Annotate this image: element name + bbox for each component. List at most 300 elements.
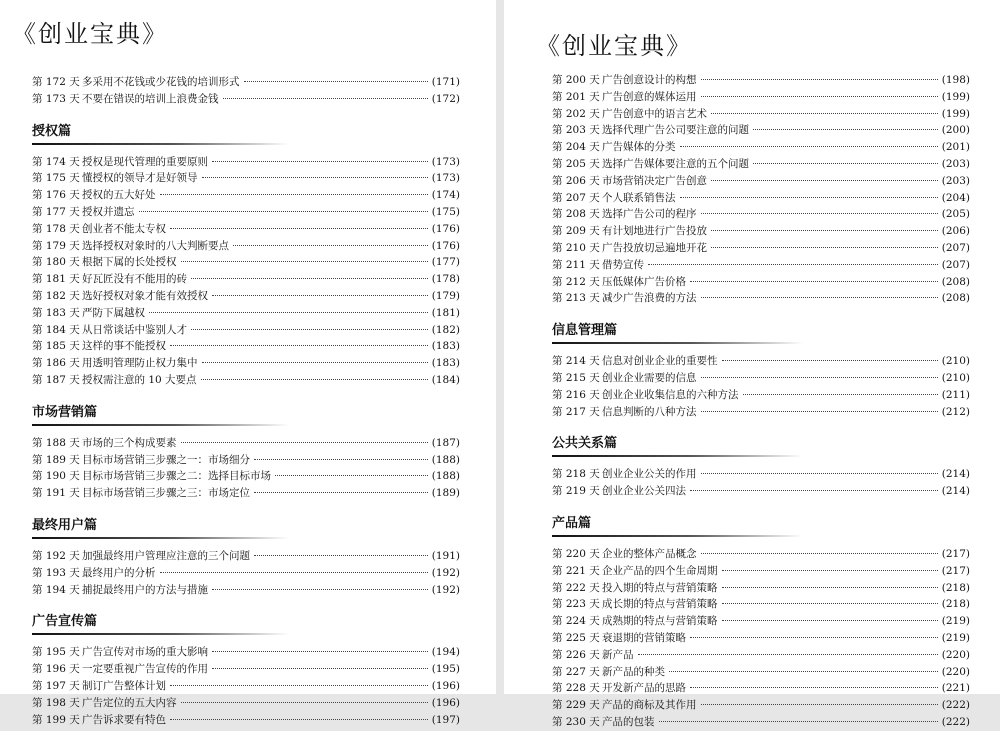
entry-title: 最终用户的分析 xyxy=(82,566,156,579)
day-label: 第 207 天 xyxy=(552,191,600,204)
toc-entry[interactable] xyxy=(552,173,970,190)
day-label: 第 181 天 xyxy=(32,273,80,286)
toc-entry[interactable] xyxy=(552,680,970,697)
entry-title: 根据下属的长处授权 xyxy=(82,256,177,269)
dot-leader xyxy=(722,587,938,588)
dot-leader xyxy=(191,329,428,330)
entry-title: 新产品 xyxy=(602,648,634,661)
entry-title: 目标市场营销三步骤之一：市场细分 xyxy=(82,453,250,466)
toc-entry[interactable] xyxy=(32,435,460,452)
toc-entry[interactable] xyxy=(552,563,970,580)
page-number: (176) xyxy=(431,222,460,235)
entry-title: 广告宣传对市场的重大影响 xyxy=(82,646,208,659)
toc-entry[interactable] xyxy=(552,466,970,483)
toc-entry[interactable] xyxy=(552,630,970,647)
entry-title: 有计划地进行广告投放 xyxy=(602,225,707,238)
dot-leader xyxy=(181,702,428,703)
entry-title: 严防下属越权 xyxy=(82,306,145,319)
toc-entry[interactable] xyxy=(32,695,460,712)
page-number: (184) xyxy=(431,373,460,386)
toc-entry[interactable] xyxy=(552,353,970,370)
entry-title: 企业的整体产品概念 xyxy=(602,547,697,560)
entry-title: 市场的三个构成要素 xyxy=(82,436,177,449)
toc-content xyxy=(552,72,970,731)
page-number: (203) xyxy=(941,157,970,170)
day-label: 第 217 天 xyxy=(552,405,600,418)
day-label: 第 222 天 xyxy=(552,581,600,594)
dot-leader xyxy=(701,377,938,378)
toc-entry[interactable] xyxy=(552,580,970,597)
day-label: 第 178 天 xyxy=(32,222,80,235)
entry-title: 开发新产品的思路 xyxy=(602,682,686,695)
page-number: (217) xyxy=(941,547,970,560)
page-number: (205) xyxy=(941,208,970,221)
toc-entry[interactable] xyxy=(552,697,970,714)
day-label: 第 228 天 xyxy=(552,682,600,695)
toc-entry[interactable] xyxy=(32,565,460,582)
day-label: 第 176 天 xyxy=(32,189,80,202)
entry-title: 选择授权对象时的八大判断要点 xyxy=(82,239,229,252)
left-page xyxy=(0,0,496,726)
page-number: (214) xyxy=(941,468,970,481)
entry-title: 目标市场营销三步骤之三：市场定位 xyxy=(82,487,250,500)
toc-entry[interactable] xyxy=(552,139,970,156)
page-number: (201) xyxy=(941,141,970,154)
day-label: 第 223 天 xyxy=(552,598,600,611)
toc-entry[interactable] xyxy=(552,274,970,291)
dot-leader xyxy=(690,490,938,491)
toc-entry[interactable] xyxy=(32,170,460,187)
entry-title: 成熟期的特点与营销策略 xyxy=(602,615,718,628)
dot-leader xyxy=(753,163,938,164)
day-label: 第 224 天 xyxy=(552,615,600,628)
day-label: 第 173 天 xyxy=(32,92,80,105)
dot-leader xyxy=(701,553,938,554)
toc-entry[interactable] xyxy=(552,122,970,139)
toc-entry[interactable] xyxy=(552,156,970,173)
toc-entry[interactable] xyxy=(552,647,970,664)
page-number: (188) xyxy=(431,470,460,483)
page-number: (211) xyxy=(941,388,970,401)
entry-title: 广告创意的媒体运用 xyxy=(602,90,697,103)
page-number: (194) xyxy=(431,646,460,659)
toc-entry[interactable] xyxy=(552,72,970,89)
page-number: (220) xyxy=(941,648,970,661)
toc-entry[interactable] xyxy=(32,452,460,469)
toc-entry[interactable] xyxy=(32,548,460,565)
entry-title: 创业企业公关的作用 xyxy=(602,468,697,481)
book-title: 《创业宝典》 xyxy=(12,20,168,48)
page-number: (191) xyxy=(431,549,460,562)
right-page xyxy=(504,0,1000,728)
dot-leader xyxy=(690,281,938,282)
day-label: 第 177 天 xyxy=(32,205,80,218)
section-heading: 市场营销篇 xyxy=(32,404,98,420)
entry-title: 产品的包装 xyxy=(602,715,655,728)
day-label: 第 195 天 xyxy=(32,646,80,659)
section-heading: 广告宣传篇 xyxy=(32,614,98,630)
page-number: (207) xyxy=(941,258,970,271)
day-label: 第 220 天 xyxy=(552,547,600,560)
day-label: 第 183 天 xyxy=(32,306,80,319)
page-number: (171) xyxy=(431,76,460,88)
dot-leader xyxy=(212,668,428,669)
page-number: (195) xyxy=(431,663,460,676)
toc-entry[interactable] xyxy=(32,712,460,729)
toc-entry[interactable] xyxy=(552,257,970,274)
dot-leader xyxy=(160,572,428,573)
toc-entry[interactable] xyxy=(552,483,970,500)
page-number: (199) xyxy=(941,107,970,120)
day-label: 第 225 天 xyxy=(552,631,600,644)
entry-title: 授权是现代管理的重要原则 xyxy=(82,155,208,168)
entry-title: 创业企业需要的信息 xyxy=(602,371,697,384)
toc-entry[interactable] xyxy=(552,546,970,563)
toc-entry[interactable] xyxy=(552,106,970,123)
toc-entry[interactable] xyxy=(552,190,970,207)
dot-leader xyxy=(638,654,938,655)
entry-title: 衰退期的营销策略 xyxy=(602,631,686,644)
toc-entry[interactable] xyxy=(552,613,970,630)
dot-leader xyxy=(160,194,428,195)
toc-entry[interactable] xyxy=(32,485,460,502)
toc-entry[interactable] xyxy=(552,206,970,223)
entry-title: 制订广告整体计划 xyxy=(82,679,166,692)
day-label: 第 221 天 xyxy=(552,564,600,577)
page-number: (183) xyxy=(431,340,460,353)
page-number: (200) xyxy=(941,124,970,137)
toc-entry[interactable] xyxy=(32,288,460,305)
dot-leader xyxy=(212,589,428,590)
dot-leader xyxy=(743,394,938,395)
section-heading: 公共关系篇 xyxy=(552,436,618,452)
page-number: (222) xyxy=(941,715,970,728)
page-number: (173) xyxy=(431,155,460,168)
page-number: (218) xyxy=(941,581,970,594)
entry-title: 投入期的特点与营销策略 xyxy=(602,581,718,594)
dot-leader xyxy=(212,295,428,296)
dot-leader xyxy=(722,570,938,571)
entry-title: 广告创意设计的构想 xyxy=(602,74,697,86)
toc-entry[interactable] xyxy=(32,154,460,171)
page-number: (217) xyxy=(941,564,970,577)
entry-title: 信息对创业企业的重要性 xyxy=(602,355,718,368)
dot-leader xyxy=(711,180,938,181)
dot-leader xyxy=(149,312,428,313)
dot-leader xyxy=(170,685,428,686)
dot-leader xyxy=(669,671,938,672)
page-number: (219) xyxy=(941,615,970,628)
toc-entry[interactable] xyxy=(552,290,970,307)
entry-title: 市场营销决定广告创意 xyxy=(602,174,707,187)
day-label: 第 229 天 xyxy=(552,699,600,712)
toc-entry[interactable] xyxy=(32,468,460,485)
page-number: (210) xyxy=(941,355,970,368)
toc-entry[interactable] xyxy=(552,370,970,387)
entry-title: 创业企业收集信息的六种方法 xyxy=(602,388,739,401)
dot-leader xyxy=(753,129,938,130)
day-label: 第 184 天 xyxy=(32,323,80,336)
page-number: (219) xyxy=(941,631,970,644)
day-label: 第 227 天 xyxy=(552,665,600,678)
dot-leader xyxy=(181,442,428,443)
entry-title: 授权需注意的 10 大要点 xyxy=(82,373,197,386)
dot-leader xyxy=(201,379,428,380)
page-number: (187) xyxy=(431,436,460,449)
entry-title: 授权并遗忘 xyxy=(82,205,135,218)
page-number: (199) xyxy=(941,90,970,103)
page-number: (183) xyxy=(431,357,460,370)
dot-leader xyxy=(701,473,938,474)
page-number: (214) xyxy=(941,485,970,498)
page-number: (207) xyxy=(941,241,970,254)
day-label: 第 206 天 xyxy=(552,174,600,187)
page-number: (206) xyxy=(941,225,970,238)
page-number: (222) xyxy=(941,699,970,712)
dot-leader xyxy=(275,475,428,476)
entry-title: 选择广告公司的程序 xyxy=(602,208,697,221)
page-number: (197) xyxy=(431,713,460,726)
day-label: 第 186 天 xyxy=(32,357,80,370)
entry-title: 加强最终用户管理应注意的三个问题 xyxy=(82,549,250,562)
toc-entry[interactable] xyxy=(552,89,970,106)
day-label: 第 198 天 xyxy=(32,696,80,709)
heading-rule xyxy=(552,342,803,344)
toc-entry[interactable] xyxy=(32,204,460,221)
entry-title: 广告定位的五大内容 xyxy=(82,696,177,709)
day-label: 第 187 天 xyxy=(32,373,80,386)
heading-rule xyxy=(32,537,289,539)
page-number: (220) xyxy=(941,665,970,678)
toc-entry[interactable] xyxy=(32,187,460,204)
day-label: 第 219 天 xyxy=(552,485,600,498)
dot-leader xyxy=(659,721,938,722)
dot-leader xyxy=(690,637,938,638)
heading-rule xyxy=(32,143,289,145)
day-label: 第 218 天 xyxy=(552,468,600,481)
day-label: 第 212 天 xyxy=(552,275,600,288)
entry-title: 广告投放切忌遍地开花 xyxy=(602,241,707,254)
entry-title: 授权的五大好处 xyxy=(82,189,156,202)
entry-title: 目标市场营销三步骤之二：选择目标市场 xyxy=(82,470,271,483)
day-label: 第 190 天 xyxy=(32,470,80,483)
entry-title: 广告媒体的分类 xyxy=(602,141,676,154)
page-number: (212) xyxy=(941,405,970,418)
day-label: 第 230 天 xyxy=(552,715,600,728)
page-number: (218) xyxy=(941,598,970,611)
toc-entry[interactable] xyxy=(32,221,460,238)
book-title: 《创业宝典》 xyxy=(536,32,692,60)
page-number: (192) xyxy=(431,566,460,579)
day-label: 第 213 天 xyxy=(552,292,600,305)
dot-leader xyxy=(212,161,428,162)
dot-leader xyxy=(648,264,938,265)
toc-entry[interactable] xyxy=(552,404,970,421)
toc-entry[interactable] xyxy=(32,305,460,322)
toc-entry[interactable] xyxy=(552,596,970,613)
entry-title: 减少广告浪费的方法 xyxy=(602,292,697,305)
dot-leader xyxy=(191,278,428,279)
toc-entry[interactable] xyxy=(32,644,460,661)
dot-leader xyxy=(711,230,938,231)
day-label: 第 180 天 xyxy=(32,256,80,269)
day-label: 第 216 天 xyxy=(552,388,600,401)
dot-leader xyxy=(202,177,428,178)
dot-leader xyxy=(254,555,428,556)
page-number: (208) xyxy=(941,292,970,305)
entry-title: 多采用不花钱或少花钱的培训形式 xyxy=(82,76,240,88)
entry-title: 捕捉最终用户的方法与措施 xyxy=(82,583,208,596)
day-label: 第 214 天 xyxy=(552,355,600,368)
toc-entry[interactable] xyxy=(32,678,460,695)
section-heading: 授权篇 xyxy=(32,123,72,139)
page-number: (188) xyxy=(431,453,460,466)
page-number: (189) xyxy=(431,487,460,500)
day-label: 第 179 天 xyxy=(32,239,80,252)
page-number: (204) xyxy=(941,191,970,204)
toc-content xyxy=(32,74,460,728)
page-number: (179) xyxy=(431,289,460,302)
toc-entry[interactable] xyxy=(552,223,970,240)
page-number: (174) xyxy=(431,189,460,202)
dot-leader xyxy=(244,81,428,82)
day-label: 第 215 天 xyxy=(552,371,600,384)
toc-entry[interactable] xyxy=(32,271,460,288)
dot-leader xyxy=(701,213,938,214)
day-label: 第 205 天 xyxy=(552,157,600,170)
page-number: (172) xyxy=(431,92,460,105)
dot-leader xyxy=(223,98,428,99)
day-label: 第 202 天 xyxy=(552,107,600,120)
day-label: 第 204 天 xyxy=(552,141,600,154)
entry-title: 不要在错误的培训上浪费金钱 xyxy=(82,92,219,105)
page-number: (221) xyxy=(941,682,970,695)
page-number: (196) xyxy=(431,696,460,709)
page-number: (192) xyxy=(431,583,460,596)
page-number: (175) xyxy=(431,205,460,218)
dot-leader xyxy=(254,492,428,493)
toc-entry[interactable] xyxy=(32,338,460,355)
entry-title: 用透明管理防止权力集中 xyxy=(82,357,198,370)
day-label: 第 192 天 xyxy=(32,549,80,562)
toc-entry[interactable] xyxy=(32,238,460,255)
day-label: 第 188 天 xyxy=(32,436,80,449)
page-number: (208) xyxy=(941,275,970,288)
day-label: 第 172 天 xyxy=(32,76,80,88)
day-label: 第 201 天 xyxy=(552,90,600,103)
section-heading: 信息管理篇 xyxy=(552,323,618,339)
entry-title: 新产品的种类 xyxy=(602,665,665,678)
toc-entry[interactable] xyxy=(32,372,460,389)
toc-entry[interactable] xyxy=(552,240,970,257)
day-label: 第 185 天 xyxy=(32,340,80,353)
day-label: 第 193 天 xyxy=(32,566,80,579)
entry-title: 懂授权的领导才是好领导 xyxy=(82,172,198,185)
toc-entry[interactable] xyxy=(32,91,460,108)
entry-title: 产品的商标及其作用 xyxy=(602,699,697,712)
day-label: 第 208 天 xyxy=(552,208,600,221)
entry-title: 创业企业公关四法 xyxy=(602,485,686,498)
page-number: (182) xyxy=(431,323,460,336)
toc-entry[interactable] xyxy=(552,714,970,731)
dot-leader xyxy=(254,459,428,460)
section-heading: 产品篇 xyxy=(552,515,592,531)
dot-leader xyxy=(701,96,938,97)
page-number: (176) xyxy=(431,239,460,252)
toc-entry[interactable] xyxy=(552,664,970,681)
page-number: (173) xyxy=(431,172,460,185)
day-label: 第 174 天 xyxy=(32,155,80,168)
entry-title: 个人联系销售法 xyxy=(602,191,676,204)
entry-title: 信息判断的八种方法 xyxy=(602,405,697,418)
day-label: 第 196 天 xyxy=(32,663,80,676)
dot-leader xyxy=(701,297,938,298)
entry-title: 从日常谈话中鉴别人才 xyxy=(82,323,187,336)
dot-leader xyxy=(722,620,938,621)
dot-leader xyxy=(139,211,428,212)
toc-entry[interactable] xyxy=(32,322,460,339)
dot-leader xyxy=(711,113,938,114)
day-label: 第 210 天 xyxy=(552,241,600,254)
heading-rule xyxy=(32,424,289,426)
dot-leader xyxy=(701,411,938,412)
entry-title: 企业产品的四个生命周期 xyxy=(602,564,718,577)
toc-entry[interactable] xyxy=(32,661,460,678)
dot-leader xyxy=(711,247,938,248)
heading-rule xyxy=(32,633,289,635)
day-label: 第 199 天 xyxy=(32,713,80,726)
dot-leader xyxy=(181,261,428,262)
heading-rule xyxy=(552,455,803,457)
entry-title: 成长期的特点与营销策略 xyxy=(602,598,718,611)
day-label: 第 211 天 xyxy=(552,258,600,271)
dot-leader xyxy=(701,704,938,705)
day-label: 第 209 天 xyxy=(552,225,600,238)
day-label: 第 175 天 xyxy=(32,172,80,185)
day-label: 第 200 天 xyxy=(552,74,600,86)
page-number: (181) xyxy=(431,306,460,319)
entry-title: 选择代理广告公司要注意的问题 xyxy=(602,124,749,137)
page-number: (196) xyxy=(431,679,460,692)
toc-entry[interactable] xyxy=(32,74,460,91)
toc-entry[interactable] xyxy=(32,582,460,599)
entry-title: 选好授权对象才能有效授权 xyxy=(82,289,208,302)
dot-leader xyxy=(170,719,428,720)
entry-title: 压低媒体广告价格 xyxy=(602,275,686,288)
day-label: 第 191 天 xyxy=(32,487,80,500)
entry-title: 广告诉求要有特色 xyxy=(82,713,166,726)
toc-entry[interactable] xyxy=(32,254,460,271)
day-label: 第 226 天 xyxy=(552,648,600,661)
day-label: 第 203 天 xyxy=(552,124,600,137)
entry-title: 这样的事不能授权 xyxy=(82,340,166,353)
day-label: 第 182 天 xyxy=(32,289,80,302)
dot-leader xyxy=(202,362,428,363)
toc-entry[interactable] xyxy=(552,387,970,404)
day-label: 第 197 天 xyxy=(32,679,80,692)
page-number: (198) xyxy=(941,74,970,86)
dot-leader xyxy=(701,79,938,80)
dot-leader xyxy=(722,360,938,361)
toc-entry[interactable] xyxy=(32,355,460,372)
page-number: (178) xyxy=(431,273,460,286)
dot-leader xyxy=(680,146,938,147)
entry-title: 好瓦匠没有不能用的砖 xyxy=(82,273,187,286)
dot-leader xyxy=(212,651,428,652)
entry-title: 创业者不能太专权 xyxy=(82,222,166,235)
day-label: 第 194 天 xyxy=(32,583,80,596)
entry-title: 广告创意中的语言艺术 xyxy=(602,107,707,120)
